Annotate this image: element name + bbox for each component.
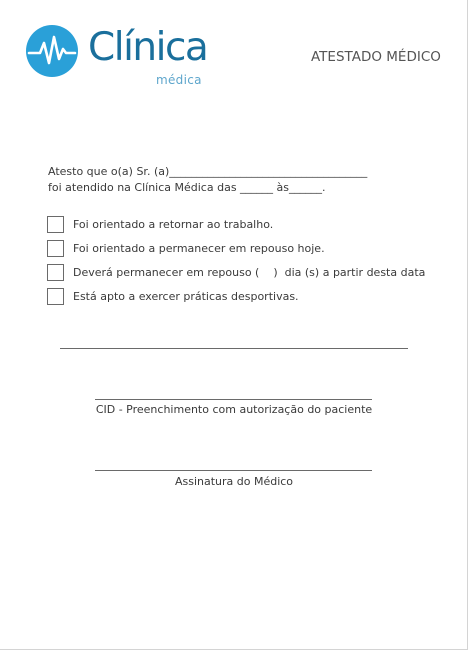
option-label: Foi orientado a permanecer em repouso hoje. bbox=[73, 242, 325, 255]
schedule-line: foi atendido na Clínica Médica das ______ às______. bbox=[48, 181, 326, 194]
option-label: Deverá permanecer em repouso ( ) dia (s) a partir desta data bbox=[73, 266, 426, 279]
checkbox[interactable] bbox=[47, 240, 64, 257]
signature-line bbox=[95, 470, 372, 471]
checkbox[interactable] bbox=[47, 264, 64, 281]
cid-line bbox=[95, 399, 372, 400]
brand-subtitle: médica bbox=[156, 73, 202, 87]
notes-line bbox=[60, 348, 408, 349]
heartbeat-circle-icon bbox=[26, 25, 78, 77]
option-label: Está apto a exercer práticas desportivas. bbox=[73, 290, 299, 303]
document-title: ATESTADO MÉDICO bbox=[311, 49, 441, 65]
option-label: Foi orientado a retornar ao trabalho. bbox=[73, 218, 274, 231]
cid-caption: CID - Preenchimento com autorização do paciente bbox=[95, 403, 373, 416]
checkbox[interactable] bbox=[47, 288, 64, 305]
signature-caption: Assinatura do Médico bbox=[174, 475, 294, 488]
brand-name: Clínica bbox=[88, 25, 208, 70]
checkbox[interactable] bbox=[47, 216, 64, 233]
attest-line: Atesto que o(a) Sr. (a)____________________________________ bbox=[48, 165, 368, 178]
